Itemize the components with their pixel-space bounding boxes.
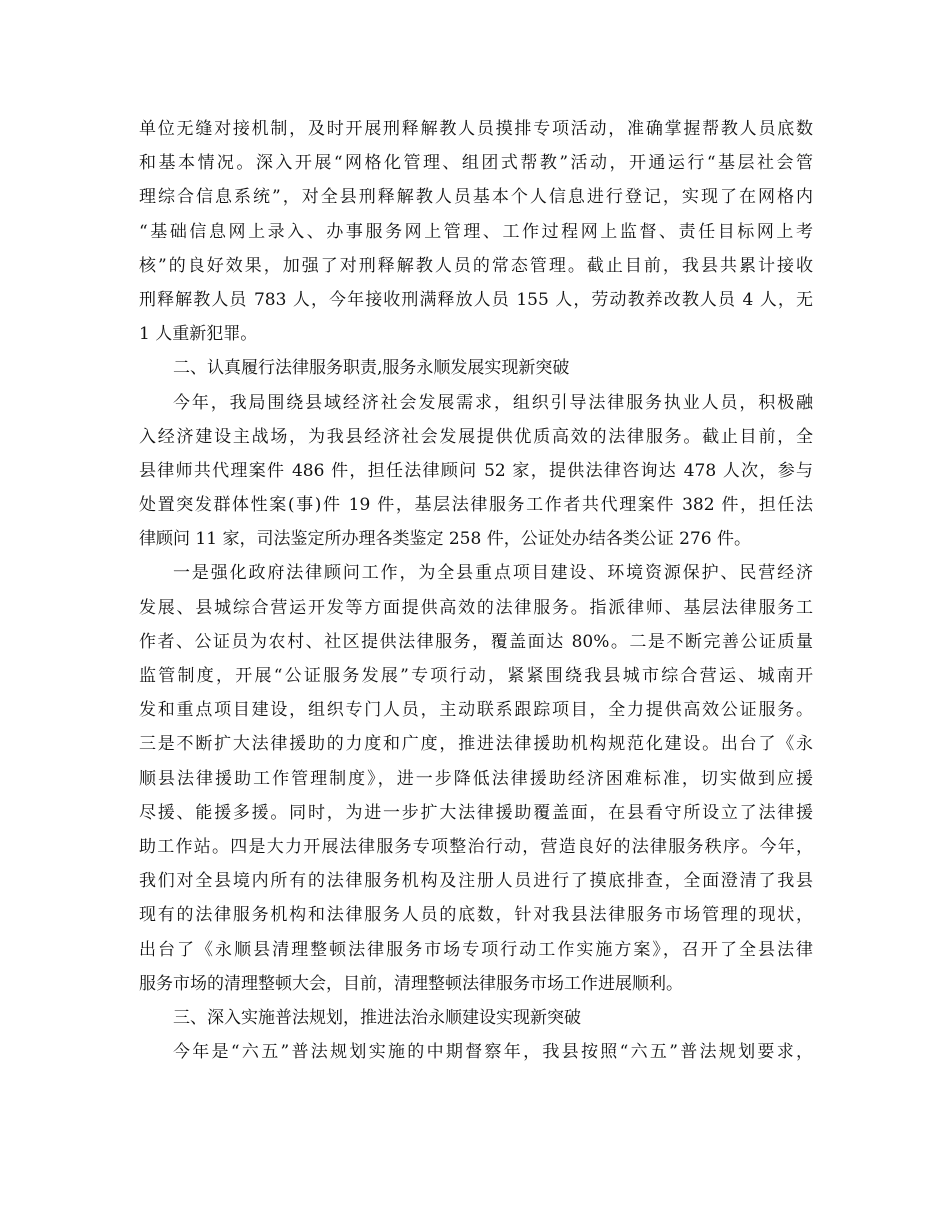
paragraph-line: 单位无缝对接机制，及时开展刑释解教人员摸排专项活动，准确掌握帮教人员底数: [139, 119, 813, 139]
paragraph-line: 刑释解教人员 783 人，今年接收刑满释放人员 155 人，劳动教养改教人员 4 人，无: [139, 289, 813, 310]
document-body: [139, 112, 813, 1069]
paragraph-line: 我们对全县境内所有的法律服务机构及注册人员进行了摸底排查，全面澄清了我县: [139, 871, 813, 892]
section-heading: 二、认真履行法律服务职责,服务永顺发展实现新突破: [173, 358, 570, 379]
paragraph-line: 出台了《永顺县清理整顿法律服务市场专项行动工作实施方案》，召开了全县法律: [139, 939, 813, 960]
paragraph-line: 助工作站。四是大力开展法律服务专项整治行动，营造良好的法律服务秩序。今年，: [139, 836, 813, 857]
paragraph-line: 理综合信息系统”，对全县刑释解教人员基本个人信息进行登记，实现了在网格内: [139, 187, 813, 208]
paragraph-line: 核”的良好效果，加强了对刑释解教人员的常态管理。截止目前，我县共累计接收: [139, 255, 813, 276]
paragraph-line: 服务市场的清理整顿大会，目前，清理整顿法律服务市场工作进展顺利。: [139, 973, 683, 994]
paragraph-line: 尽援、能援多援。同时，为进一步扩大法律援助覆盖面，在县看守所设立了法律援: [139, 802, 813, 823]
paragraph-line: 律顾问 11 家，司法鉴定所办理各类鉴定 258 件，公证处办结各类公证 276 件。: [139, 529, 751, 550]
paragraph-line: 监管制度，开展“公证服务发展”专项行动，紧紧围绕我县城市综合营运、城南开: [139, 666, 813, 686]
paragraph-line: 作者、公证员为农村、社区提供法律服务，覆盖面达 80%。二是不断完善公证质量: [139, 631, 813, 652]
paragraph-line: 顺县法律援助工作管理制度》，进一步降低法律援助经济困难标准，切实做到应援: [139, 768, 813, 789]
paragraph-line: 和基本情况。深入开展“网格化管理、组团式帮教”活动，开通运行“基层社会管: [139, 153, 813, 174]
paragraph-line: 1 人重新犯罪。: [139, 324, 258, 345]
paragraph-line: 发展、县城综合营运开发等方面提供高效的法律服务。指派律师、基层法律服务工: [139, 597, 813, 618]
paragraph-line: 处置突发群体性案(事)件 19 件，基层法律服务工作者共代理案件 382 件，担任法: [139, 495, 813, 516]
paragraph-line: 现有的法律服务机构和法律服务人员的底数，针对我县法律服务市场管理的现状，: [139, 905, 813, 926]
paragraph-line: 入经济建设主战场，为我县经济社会发展提供优质高效的法律服务。截止目前，全: [139, 426, 813, 447]
paragraph-line: 发和重点项目建设，组织专门人员，主动联系跟踪项目，全力提供高效公证服务。: [139, 700, 813, 721]
section-heading: 三、深入实施普法规划，推进法治永顺建设实现新突破: [173, 1007, 581, 1028]
paragraph-line: 今年是“六五”普法规划实施的中期督察年，我县按照“六五”普法规划要求，: [173, 1042, 813, 1063]
paragraph-line: 一是强化政府法律顾问工作，为全县重点项目建设、环境资源保护、民营经济: [173, 563, 813, 584]
paragraph-line: “基础信息网上录入、办事服务网上管理、工作过程网上监督、责任目标网上考: [139, 221, 813, 242]
paragraph-line: 今年，我局围绕县域经济社会发展需求，组织引导法律服务执业人员，积极融: [173, 392, 813, 413]
paragraph-line: 三是不断扩大法律援助的力度和广度，推进法律援助机构规范化建设。出台了《永: [139, 734, 813, 755]
paragraph-line: 县律师共代理案件 486 件，担任法律顾问 52 家，提供法律咨询达 478 人次，参与: [139, 460, 813, 481]
